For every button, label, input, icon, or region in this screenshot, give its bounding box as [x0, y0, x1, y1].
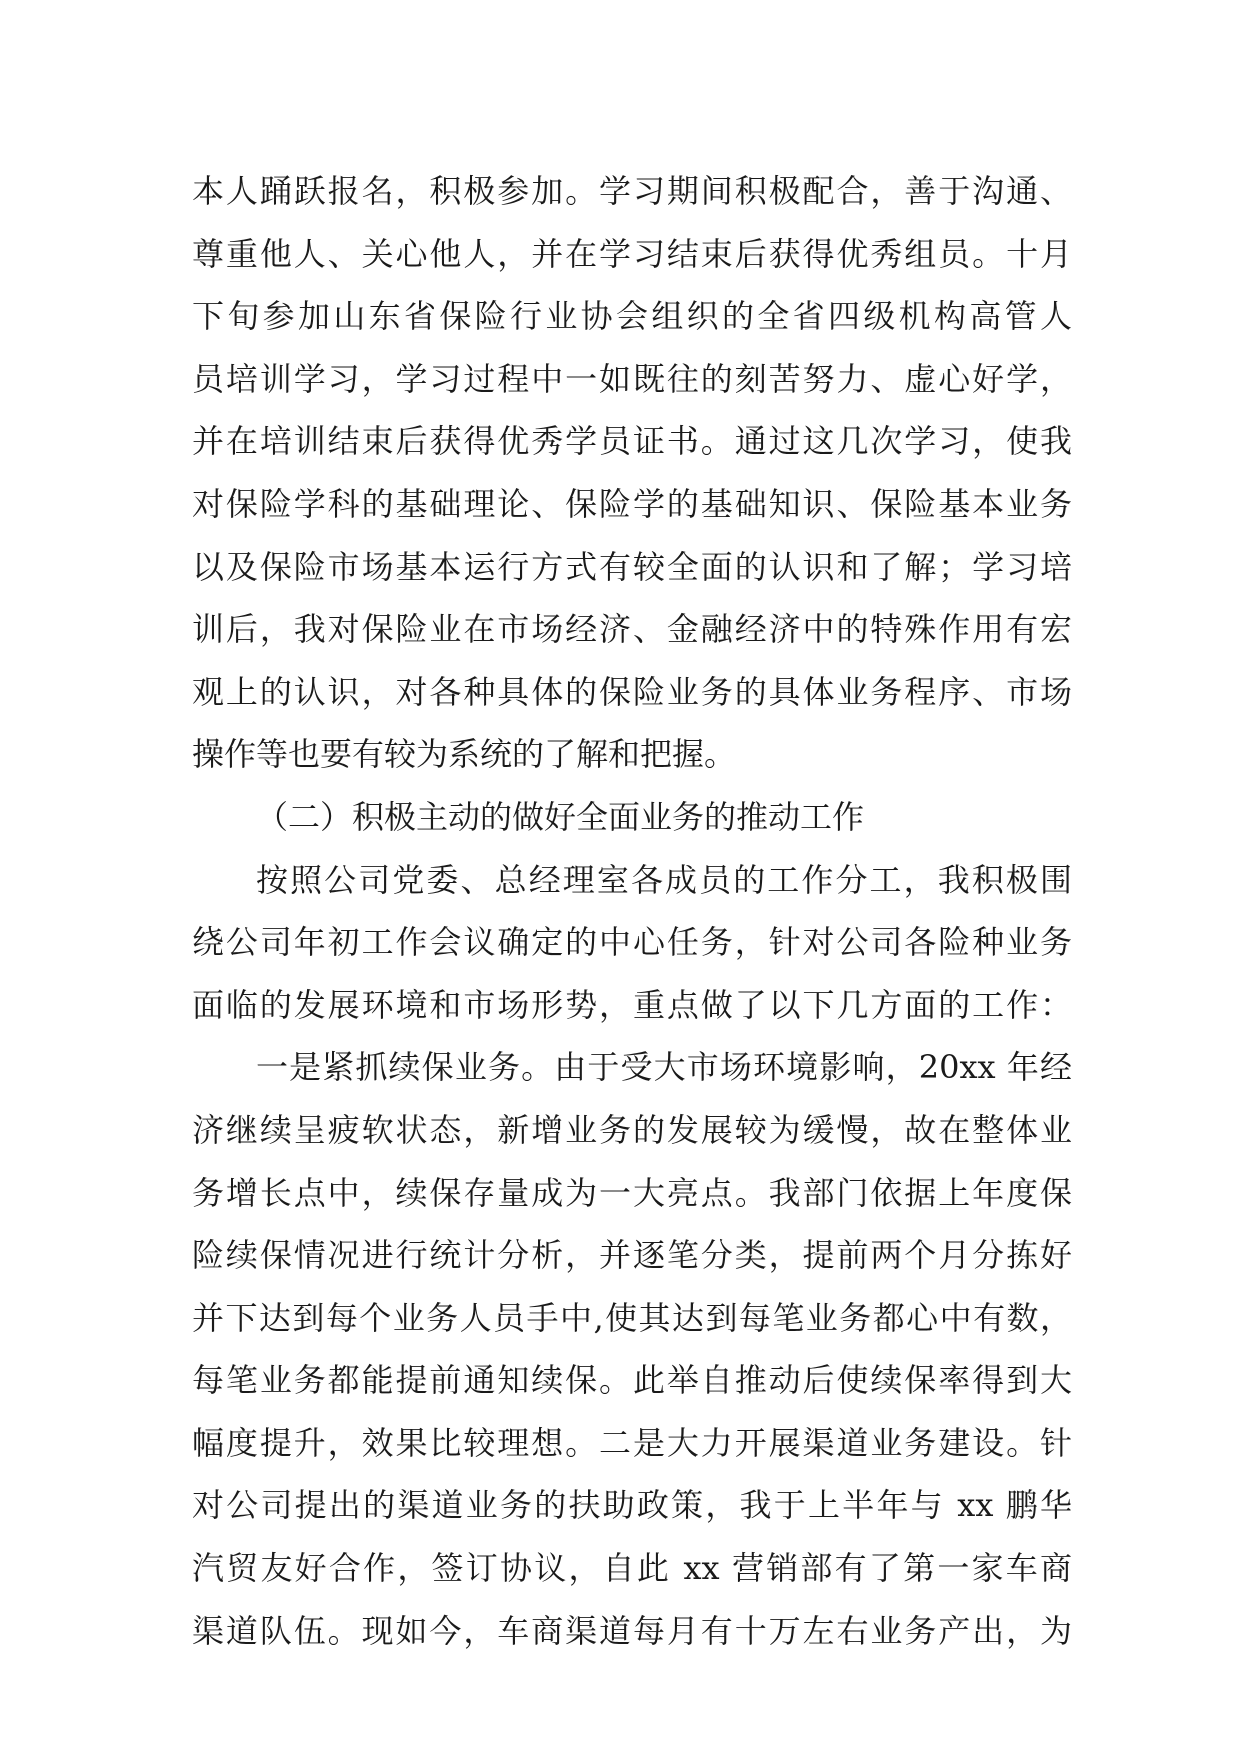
- text-line: 面临的发展环境和市场形势，重点做了以下几方面的工作：: [192, 985, 1072, 1024]
- section-heading: [192, 786, 1072, 849]
- text-line: 观上的认识，对各种具体的保险业务的具体业务程序、市场: [192, 672, 1072, 711]
- text-line: 操作等也要有较为系统的了解和把握。: [192, 735, 737, 774]
- text-line: 员培训学习，学习过程中一如既往的刻苦努力、虚心好学，: [192, 359, 1072, 398]
- text-line: 并下达到每个业务人员手中,使其达到每笔业务都心中有数，: [192, 1298, 1072, 1337]
- text-line: 训后，我对保险业在市场经济、金融经济中的特殊作用有宏: [192, 610, 1072, 649]
- paragraph: [192, 160, 1072, 786]
- text-line: 务增长点中，续保存量成为一大亮点。我部门依据上年度保: [192, 1173, 1072, 1212]
- text-line: 下旬参加山东省保险行业协会组织的全省四级机构高管人: [192, 297, 1072, 336]
- text-line: 险续保情况进行统计分析，并逐笔分类，提前两个月分拣好: [192, 1236, 1072, 1275]
- text-line: 对公司提出的渠道业务的扶助政策，我于上半年与 xx 鹏华: [192, 1486, 1072, 1525]
- text-line: 尊重他人、关心他人，并在学习结束后获得优秀组员。十月: [192, 234, 1072, 273]
- text-line: 绕公司年初工作会议确定的中心任务，针对公司各险种业务: [192, 923, 1072, 962]
- text-line: 以及保险市场基本运行方式有较全面的认识和了解；学习培: [192, 547, 1072, 586]
- paragraph: [192, 1036, 1072, 1662]
- text-line: 并在培训结束后获得优秀学员证书。通过这几次学习，使我: [192, 422, 1072, 461]
- text-line: 济继续呈疲软状态，新增业务的发展较为缓慢，故在整体业: [192, 1110, 1072, 1149]
- text-line: 幅度提升，效果比较理想。二是大力开展渠道业务建设。针: [192, 1423, 1072, 1462]
- text-line: 每笔业务都能提前通知续保。此举自推动后使续保率得到大: [192, 1361, 1072, 1400]
- text-line: 对保险学科的基础理论、保险学的基础知识、保险基本业务: [192, 484, 1072, 523]
- text-line: 按照公司党委、总经理室各成员的工作分工，我积极围: [256, 860, 1072, 899]
- section-heading-text: （二）积极主动的做好全面业务的推动工作: [256, 797, 865, 836]
- text-line: 本人踊跃报名，积极参加。学习期间积极配合，善于沟通、: [192, 172, 1072, 210]
- document-body: [192, 160, 1072, 1662]
- text-line: 一是紧抓续保业务。由于受大市场环境影响，20xx 年经: [256, 1048, 1072, 1087]
- paragraph: [192, 849, 1072, 1037]
- text-line: 渠道队伍。现如今，车商渠道每月有十万左右业务产出，为: [192, 1611, 1072, 1650]
- text-line: 汽贸友好合作，签订协议，自此 xx 营销部有了第一家车商: [192, 1549, 1072, 1588]
